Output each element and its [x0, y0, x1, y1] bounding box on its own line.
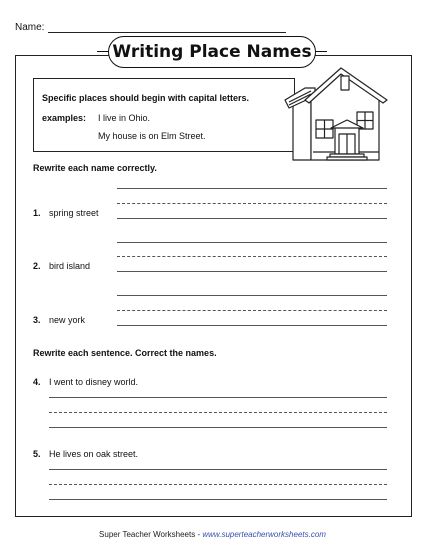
item-4-text: I went to disney world. — [49, 377, 139, 387]
item-1-text: spring street — [49, 208, 99, 218]
answer-midline — [117, 203, 387, 204]
title-dash-left — [97, 51, 109, 52]
item-1-number: 1. — [33, 208, 41, 218]
answer-midline — [49, 484, 387, 485]
footer — [0, 530, 425, 539]
answer-baseline — [117, 325, 387, 326]
item-5-text: He lives on oak street. — [49, 449, 139, 459]
rule-box — [33, 78, 295, 152]
answer-line[interactable] — [117, 188, 387, 189]
item-2-number: 2. — [33, 261, 41, 271]
answer-line[interactable] — [117, 295, 387, 296]
title-text: Writing Place Names — [112, 42, 312, 62]
answer-baseline — [117, 271, 387, 272]
item-2-text: bird island — [49, 261, 91, 271]
name-label: Name: — [15, 22, 45, 33]
footer-link[interactable]: www.superteacherworksheets.com — [202, 530, 326, 539]
item-3-number: 3. — [33, 315, 41, 325]
section-1-heading: Rewrite each name correctly. — [33, 163, 157, 173]
footer-text: Super Teacher Worksheets - — [99, 530, 203, 539]
item-5-number: 5. — [33, 449, 41, 459]
example-1: I live in Ohio. — [98, 113, 151, 123]
rule-text: Specific places should begin with capital letters. — [42, 93, 250, 103]
title-dash-right — [315, 51, 327, 52]
answer-baseline — [117, 218, 387, 219]
answer-midline — [117, 256, 387, 257]
answer-line[interactable] — [117, 242, 387, 243]
answer-midline — [117, 310, 387, 311]
answer-baseline — [49, 499, 387, 500]
examples-label: examples: — [42, 113, 87, 123]
answer-baseline — [49, 427, 387, 428]
answer-midline — [49, 412, 387, 413]
example-2: My house is on Elm Street. — [98, 131, 206, 141]
name-field[interactable] — [48, 22, 286, 33]
section-2-heading: Rewrite each sentence. Correct the names. — [33, 348, 217, 358]
house-illustration — [283, 66, 395, 166]
answer-line[interactable] — [49, 469, 387, 470]
item-4-number: 4. — [33, 377, 41, 387]
worksheet-title — [108, 36, 316, 68]
name-row — [15, 22, 286, 33]
answer-line[interactable] — [49, 397, 387, 398]
item-3-text: new york — [49, 315, 86, 325]
